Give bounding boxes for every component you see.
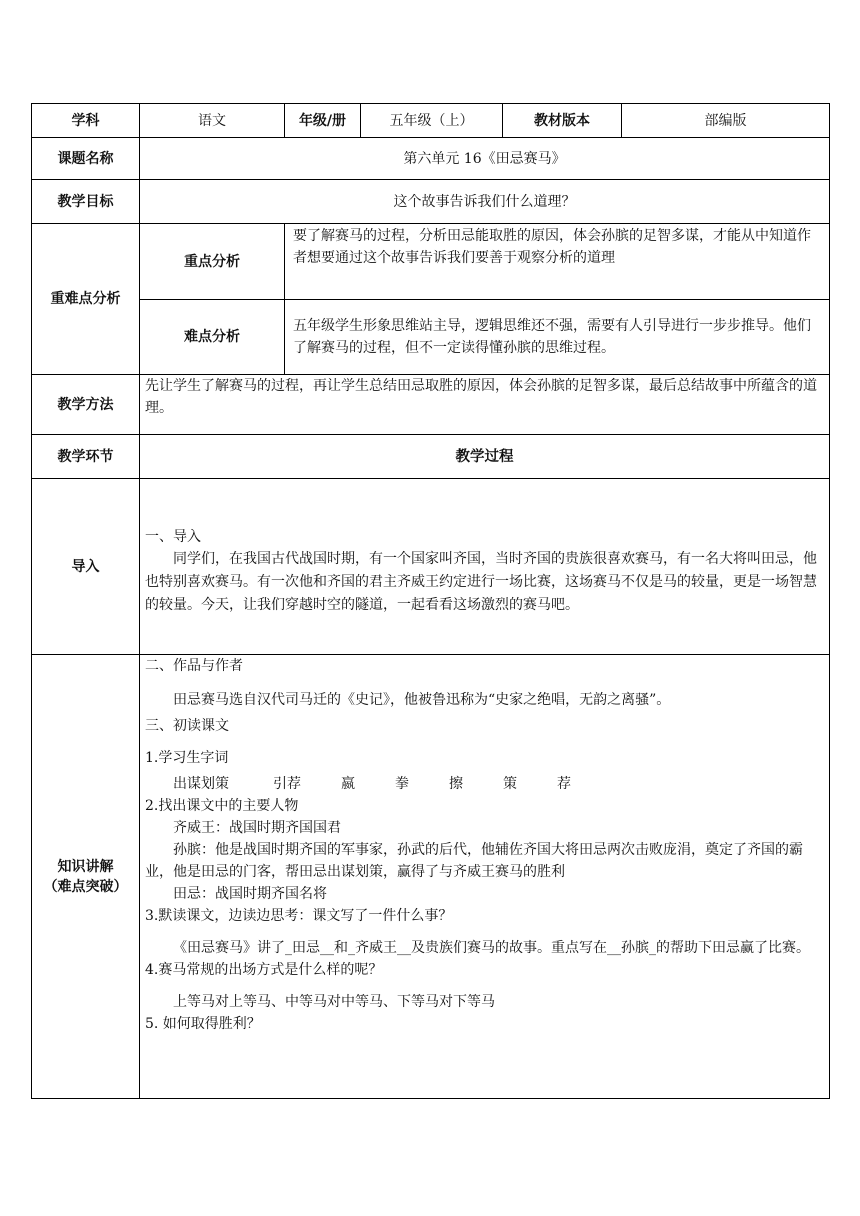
section2-text: 田忌赛马选自汉代司马迁的《史记》，他被鲁迅称为“史家之绝唱，无韵之离骚”。 [173,692,671,708]
character-tianji: 田忌：战国时期齐国名将 [173,886,327,902]
vocabulary-list [145,773,824,795]
intro-label: 导入 [32,479,140,655]
item4-answer: 上等马对上等马、中等马对中等马、下等马对下等马 [173,994,495,1010]
vocab-word: 荐 [557,776,571,792]
knowledge-label-line1: 知识讲解 [57,858,114,875]
section3-heading: 三、初读课文 [145,718,229,734]
vocab-word: 拳 [395,776,409,792]
teaching-stage-label: 教学环节 [32,435,140,479]
vocab-word: 嬴 [341,776,355,792]
teaching-process-label: 教学过程 [140,435,830,479]
hard-analysis-row [32,300,830,375]
lesson-title-value: 第六单元 16《田忌赛马》 [140,138,830,180]
method-row [32,375,830,435]
knowledge-row [32,655,830,1099]
hard-analysis-label: 难点分析 [140,300,285,375]
teaching-goal-label: 教学目标 [32,180,140,224]
goal-row [32,180,830,224]
section2-heading: 二、作品与作者 [145,658,243,674]
knowledge-label-line2: （难点突破） [43,878,128,895]
vocab-word: 擦 [449,776,463,792]
item1-heading: 1.学习生字词 [145,750,229,766]
teaching-method-text: 先让学生了解赛马的过程，再让学生总结田忌取胜的原因，体会孙膑的足智多谋，最后总结故事中所蕴含的道理。 [140,375,830,435]
grade-label: 年级/册 [285,104,361,138]
character-qiweiwang: 齐威王：战国时期齐国国君 [173,820,341,836]
intro-row [32,479,830,655]
key-analysis-text: 要了解赛马的过程，分析田忌能取胜的原因，体会孙膑的足智多谋，才能从中知道作者想要通过这个故事告诉我们要善于观察分析的道理 [285,224,830,300]
item3-answer: 《田忌赛马》讲了_田忌__和_齐威王__及贵族们赛马的故事。重点写在__孙膑_的帮助下田忌赢了比赛。 [173,940,810,956]
knowledge-content [140,655,830,1099]
item3-heading: 3.默读课文，边读边思考：课文写了一件什么事？ [145,908,453,924]
hard-analysis-text: 五年级学生形象思维站主导，逻辑思维还不强，需要有人引导进行一步步推导。他们了解赛马的过程，但不一定读得懂孙膑的思维过程。 [285,300,830,375]
intro-text: 同学们，在我国古代战国时期，有一个国家叫齐国，当时齐国的贵族很喜欢赛马，有一名大将叫田忌，他也特别喜欢赛马。有一次他和齐国的君主齐威王约定进行一场比赛，这场赛马不仅是马的较量，更是一场智慧的较量。今天，让我们穿越时空的隧道，一起看看这场激烈的赛马吧。 [145,551,817,613]
teaching-goal-value: 这个故事告诉我们什么道理？ [140,180,830,224]
lesson-title-label: 课题名称 [32,138,140,180]
item4-heading: 4.赛马常规的出场方式是什么样的呢？ [145,962,383,978]
lesson-plan-table [31,103,830,1099]
textbook-value: 部编版 [622,104,830,138]
process-header-row [32,435,830,479]
character-sunbin: 孙膑：他是战国时期齐国的军事家，孙武的后代，他辅佐齐国大将田忌两次击败庞涓，奠定了齐国的霸业，他是田忌的门客，帮田忌出谋划策，赢得了与齐威王赛马的胜利 [145,842,803,880]
key-analysis-row [32,224,830,300]
subject-value: 语文 [140,104,285,138]
key-analysis-label: 重点分析 [140,224,285,300]
teaching-method-label: 教学方法 [32,375,140,435]
subject-label: 学科 [32,104,140,138]
vocab-word: 引荐 [273,776,301,792]
grade-value: 五年级（上） [361,104,503,138]
analysis-label: 重难点分析 [32,224,140,375]
intro-content [140,479,830,655]
knowledge-label [32,655,140,1099]
title-row [32,138,830,180]
item2-heading: 2.找出课文中的主要人物 [145,798,299,814]
intro-heading: 一、导入 [145,529,201,545]
header-row [32,104,830,138]
textbook-label: 教材版本 [503,104,622,138]
vocab-word: 出谋划策 [173,776,229,792]
item5-heading: 5. 如何取得胜利？ [145,1016,261,1032]
vocab-word: 策 [503,776,517,792]
